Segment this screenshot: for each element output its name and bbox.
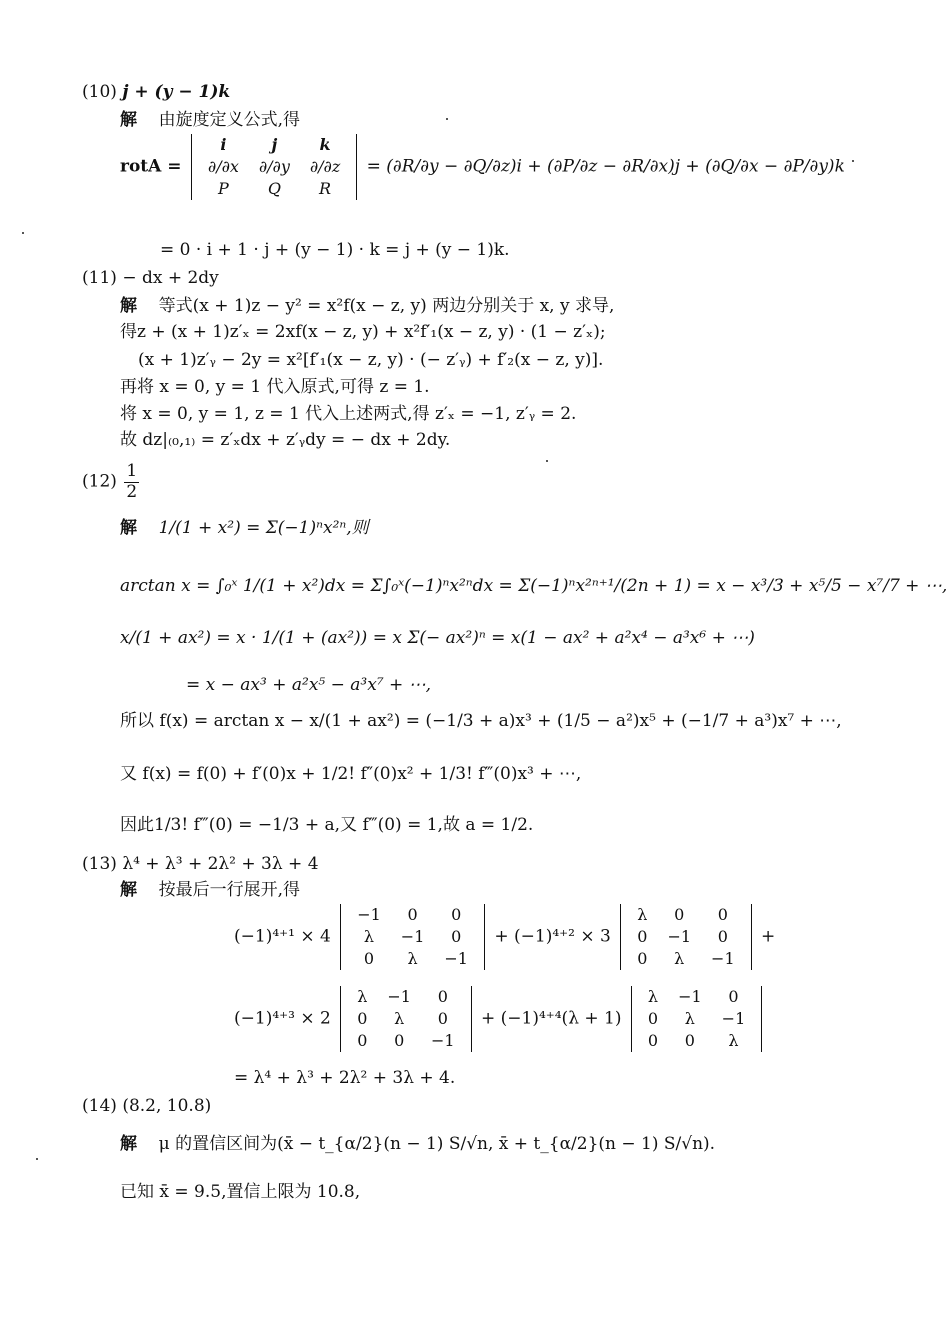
q12-answer: $\frac{1}{2}$ [126, 461, 138, 502]
scan-speck [446, 118, 448, 120]
q13-expansion-row2: (−1)⁴⁺³ × 2 λ −1 0 0 λ 0 0 0 −1 + (−1)⁴⁺⁴(λ + 1) λ −1 0 0 λ −1 0 0 λ [234, 986, 766, 1052]
q10-answer: j + (y − 1)k [122, 82, 231, 102]
q13-expansion-row1: (−1)⁴⁺¹ × 4 −1 0 0 λ −1 0 0 λ −1 + (−1)⁴⁺² × 3 λ 0 0 0 −1 0 0 λ −1 + [234, 905, 776, 968]
q14-known: 已知 x̄ = 9.5,置信上限为 10.8, [120, 1182, 361, 1202]
q11-answer: − dx + 2dy [122, 268, 219, 288]
q12-series5: 所以 f(x) = arctan x − x/(1 + ax²) = (−1/3 + a)x³ + (1/5 − a²)x⁵ + (−1/7 + a³)x⁷ + ⋯, [120, 711, 842, 731]
jie-label: 解 [120, 296, 137, 316]
q12-series1: 解 1/(1 + x²) = Σ(−1)ⁿx²ⁿ,则 [120, 518, 369, 538]
q14-heading: (14) (8.2, 10.8) [82, 1096, 212, 1116]
q13-result: = λ⁴ + λ³ + 2λ² + 3λ + 4. [234, 1068, 456, 1088]
scan-speck [36, 1158, 38, 1160]
q11-line4: 再将 x = 0, y = 1 代入原式,可得 z = 1. [120, 377, 430, 397]
q14-answer: (8.2, 10.8) [122, 1096, 212, 1116]
q13-answer: λ⁴ + λ³ + 2λ² + 3λ + 4 [122, 854, 319, 874]
scan-speck [22, 232, 24, 234]
q14-confidence-interval: 解 μ 的置信区间为(x̄ − t_{α/2}(n − 1) S/√n, x̄ + t_{α/2}(n − 1) S/√n). [120, 1134, 716, 1154]
q11-heading: (11) − dx + 2dy [82, 268, 219, 288]
minor-determinant-3: λ −1 0 0 λ 0 0 0 −1 [340, 986, 471, 1052]
scan-speck [852, 160, 854, 162]
q13-heading: (13) λ⁴ + λ³ + 2λ² + 3λ + 4 [82, 854, 319, 874]
curl-determinant: i j k ∂/∂x ∂/∂y ∂/∂z P Q R [191, 134, 357, 200]
q13-intro: 解 按最后一行展开,得 [120, 880, 301, 900]
minor-determinant-1: −1 0 0 λ −1 0 0 λ −1 [340, 904, 485, 970]
q12-series7: 因此1/3! f‴(0) = −1/3 + a,又 f‴(0) = 1,故 a = 1/2. [120, 815, 534, 835]
curl-expansion: = (∂R/∂y − ∂Q/∂z)i + (∂P/∂z − ∂R/∂x)j + (∂Q/∂x − ∂P/∂y)k [366, 156, 845, 177]
q10-curl-formula [120, 134, 845, 200]
q11-line2: 得z + (x + 1)z′ₓ = 2xf(x − z, y) + x²f′₁(x − z, y) · (1 − z′ₓ); [120, 322, 606, 342]
jie-label: 解 [120, 880, 137, 900]
rot-label: rotA = [120, 156, 182, 177]
q11-line1: 解 等式(x + 1)z − y² = x²f(x − z, y) 两边分别关于 x, y 求导, [120, 296, 615, 316]
q12-heading: (12) $\frac{1}{2}$ [82, 461, 138, 502]
jie-label: 解 [120, 110, 137, 130]
q12-series6: 又 f(x) = f(0) + f′(0)x + 1/2! f″(0)x² + 1/3! f‴(0)x³ + ⋯, [120, 764, 582, 784]
q10-intro: 解 由旋度定义公式,得 [120, 110, 301, 130]
q12-series4: = x − ax³ + a²x⁵ − a³x⁷ + ⋯, [186, 675, 432, 695]
scan-speck [546, 460, 548, 462]
q11-line6: 故 dz|₍₀,₁₎ = z′ₓdx + z′ᵧdy = − dx + 2dy. [120, 430, 451, 450]
q11-line5: 将 x = 0, y = 1, z = 1 代入上述两式,得 z′ₓ = −1, z′ᵧ = 2. [120, 404, 577, 424]
q12-series2: arctan x = ∫₀ˣ 1/(1 + x²)dx = Σ∫₀ˣ(−1)ⁿx²ⁿdx = Σ(−1)ⁿx²ⁿ⁺¹/(2n + 1) = x − x³/3 + x⁵/5 − x⁷/7 + ⋯, [120, 576, 948, 596]
jie-label: 解 [120, 1134, 137, 1154]
jie-label: 解 [120, 518, 137, 538]
q11-line3: (x + 1)z′ᵧ − 2y = x²[f′₁(x − z, y) · (− z′ᵧ) + f′₂(x − z, y)]. [138, 350, 604, 370]
q10-heading: (10) j + (y − 1)k [82, 82, 231, 102]
q10-result: = 0 · i + 1 · j + (y − 1) · k = j + (y − 1)k. [160, 240, 510, 260]
minor-determinant-4: λ −1 0 0 λ −1 0 0 λ [631, 986, 762, 1052]
minor-determinant-2: λ 0 0 0 −1 0 0 λ −1 [620, 904, 751, 970]
q12-series3: x/(1 + ax²) = x · 1/(1 + (ax²)) = x Σ(− ax²)ⁿ = x(1 − ax² + a²x⁴ − a³x⁶ + ⋯) [120, 628, 755, 648]
